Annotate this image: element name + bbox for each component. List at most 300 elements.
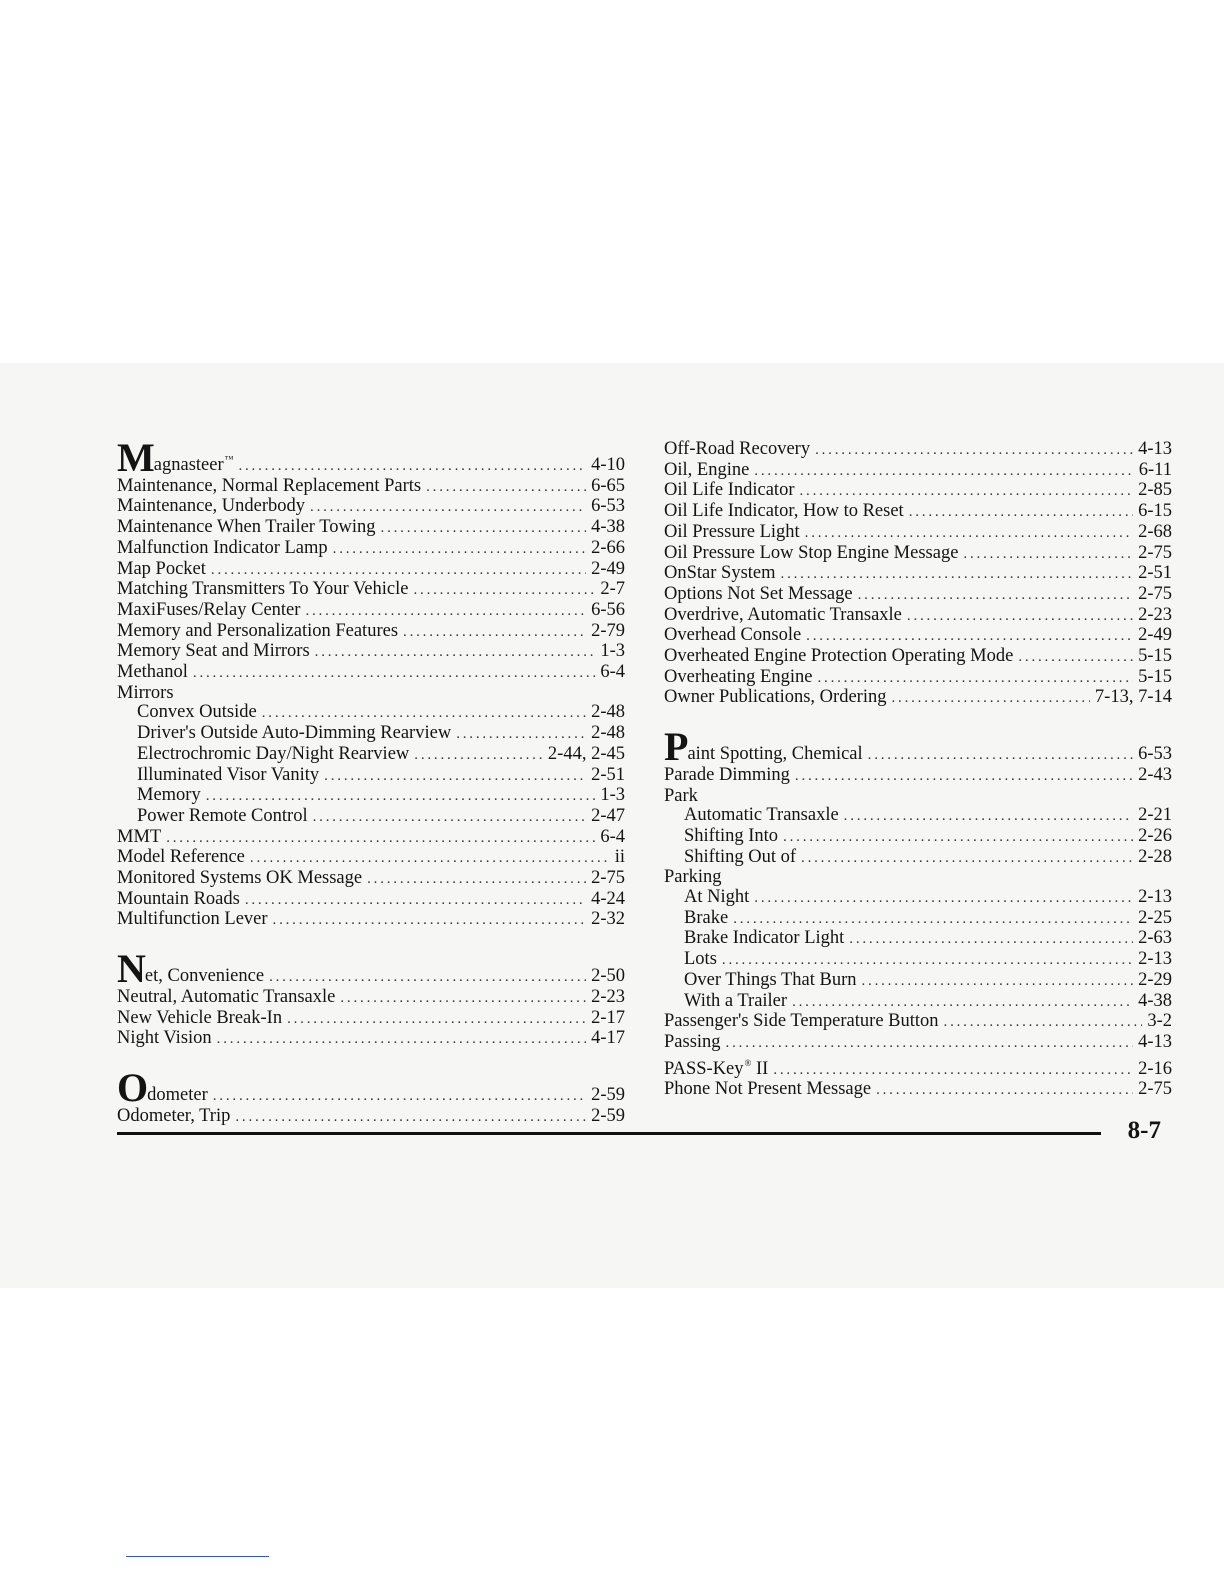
dot-leader: [861, 972, 1133, 992]
dot-leader: [235, 1108, 586, 1128]
index-entry: [664, 481, 1172, 502]
index-entry-page: 2-25: [1138, 907, 1172, 928]
index-entry-label: [664, 1012, 939, 1032]
dot-leader: [754, 889, 1133, 909]
index-entry-text: OnStar System: [664, 563, 776, 584]
index-entry-label: [137, 786, 201, 806]
dot-leader: [262, 704, 586, 724]
index-entry-page: 4-38: [1138, 990, 1172, 1011]
index-entry-text: Oil, Engine: [664, 459, 750, 480]
index-entry: [117, 663, 625, 684]
index-entry-label: [664, 688, 886, 708]
dot-leader: [799, 482, 1133, 502]
index-entry-label: [664, 1080, 871, 1100]
index-group-p: [664, 724, 1172, 1101]
dot-leader: [783, 828, 1133, 848]
index-entry-text: Electrochromic Day/Night Rearview: [137, 743, 410, 764]
index-entry-label: [684, 848, 796, 868]
index-entry: [117, 642, 625, 663]
index-entry: [117, 477, 625, 498]
index-entry-page: 2-68: [1138, 521, 1172, 542]
index-entry-label: [664, 440, 810, 460]
index-entry-page: 6-53: [591, 496, 625, 517]
index-entry-label: [684, 950, 717, 970]
index-entry-label: [117, 988, 335, 1008]
index-entry-page: ii: [614, 847, 625, 868]
index-entry-page: 2-17: [591, 1007, 625, 1028]
index-entry-page: 2-50: [591, 966, 625, 987]
index-entry-page: 2-85: [1138, 480, 1172, 501]
index-entry-text: Illuminated Visor Vanity: [137, 764, 320, 785]
index-entry: [664, 502, 1172, 523]
index-entry: [664, 544, 1172, 565]
index-entry-page: 5-15: [1138, 646, 1172, 667]
dot-leader: [909, 503, 1133, 523]
index-entry: [664, 827, 1172, 848]
index-entry-page: 2-26: [1138, 825, 1172, 846]
index-entry-label: [684, 929, 844, 949]
index-entry-page: 2-32: [591, 909, 625, 930]
dot-leader: [726, 1034, 1134, 1054]
index-entry: [664, 647, 1172, 668]
index-entry-text: Night Vision: [117, 1028, 212, 1049]
index-entry: [117, 703, 625, 724]
index-entry-text: Map Pocket: [117, 558, 206, 579]
index-entry-page: 2-29: [1138, 969, 1172, 990]
index-group-m: [117, 435, 625, 931]
index-entry: [664, 564, 1172, 585]
index-entry-text: Brake Indicator Light: [684, 928, 845, 949]
index-entry-page: 2-13: [1138, 887, 1172, 908]
index-entry-text: Memory and Personalization Features: [117, 620, 399, 641]
dot-leader: [213, 1087, 586, 1107]
index-entry-label: [117, 642, 310, 662]
index-entry-label: [117, 539, 328, 559]
index-entry: [664, 688, 1172, 709]
index-entry-page: 2-47: [591, 805, 625, 826]
index-entry-text: Oil Pressure Light: [664, 521, 800, 542]
index-entry-label: [664, 544, 958, 564]
index-entry: [117, 745, 625, 766]
index-entry: [117, 601, 625, 622]
index-entry: [117, 1029, 625, 1050]
dot-leader: [250, 849, 610, 869]
index-entry-label: [117, 622, 398, 642]
index-entry: [664, 606, 1172, 627]
dot-leader: [801, 849, 1133, 869]
index-entry-label: [684, 971, 856, 991]
index-entry-text: Options Not Set Message: [664, 583, 853, 604]
index-entry-page: 6-53: [1138, 744, 1172, 765]
index-entry-label: [117, 1009, 282, 1029]
index-entry: [117, 946, 625, 992]
index-entry-page: 6-65: [591, 475, 625, 496]
dot-leader: [217, 1030, 586, 1050]
dot-leader: [944, 1013, 1143, 1033]
index-entry: [117, 622, 625, 643]
index-entry-page: 2-28: [1138, 846, 1172, 867]
index-entry-label: [117, 518, 376, 538]
dot-leader: [273, 911, 587, 931]
index-entry-label: [664, 1033, 721, 1053]
index-entry: [664, 888, 1172, 909]
index-entry-text: Over Things That Burn: [684, 969, 857, 990]
index-entry: [664, 440, 1172, 461]
dot-leader: [211, 561, 586, 581]
index-entry: [664, 1033, 1172, 1054]
dot-leader: [849, 930, 1133, 950]
index-entry-page: 3-2: [1147, 1011, 1172, 1032]
dot-leader: [206, 787, 596, 807]
index-entry-page: 2-75: [1138, 1079, 1172, 1100]
index-entry-text: Matching Transmitters To Your Vehicle: [117, 579, 409, 600]
index-entry: [117, 497, 625, 518]
index-entry-text: Parking: [664, 867, 722, 888]
dot-leader: [166, 829, 595, 849]
index-entry-page: 2-75: [591, 868, 625, 889]
index-entry-label: [137, 724, 451, 744]
bottom-link-underline: [126, 1556, 269, 1557]
dot-leader: [381, 519, 587, 539]
dot-leader: [792, 993, 1133, 1013]
index-entry-text: Mirrors: [117, 682, 174, 703]
index-entry-text: Brake: [684, 907, 729, 928]
dot-leader: [340, 989, 586, 1009]
section-initial-letter: N: [117, 946, 145, 992]
index-entry-page: 1-3: [600, 785, 625, 806]
index-entry-page: 2-7: [600, 579, 625, 600]
index-entry-page: 6-11: [1138, 459, 1172, 480]
dot-leader: [876, 1081, 1133, 1101]
index-entry: [664, 992, 1172, 1013]
index-entry-text: Park: [664, 785, 698, 806]
index-entry-label: [664, 585, 853, 605]
index-entry-page: 2-75: [1138, 583, 1172, 604]
index-entry-page: 1-3: [600, 641, 625, 662]
index-entry: [117, 988, 625, 1009]
index-entry-label: [117, 560, 206, 580]
index-entry-text: MMT: [117, 826, 162, 847]
index-entry-text: Mountain Roads: [117, 888, 240, 909]
index-entry-text: aint Spotting, Chemical: [687, 744, 863, 765]
index-entry-page: 7-13, 7-14: [1094, 687, 1172, 708]
index-group-o: [117, 1064, 625, 1127]
index-entry-page: 2-59: [591, 1084, 625, 1105]
index-entry-label: [117, 946, 265, 992]
index-entry-label: [664, 461, 749, 481]
index-entry-page: 6-15: [1138, 501, 1172, 522]
index-entry-label: [664, 787, 698, 807]
index-entry-text: Odometer, Trip: [117, 1105, 231, 1126]
index-entry-label: [684, 888, 749, 908]
footer-rule: [117, 1132, 1101, 1135]
index-column-right: [664, 440, 1172, 1101]
index-entry-page: 2-79: [591, 620, 625, 641]
dot-leader: [333, 540, 586, 560]
index-group-cont: [664, 440, 1172, 709]
dot-leader: [868, 746, 1133, 766]
section-initial-letter: O: [117, 1064, 148, 1110]
dot-leader: [305, 602, 586, 622]
index-entry-text: New Vehicle Break-In: [117, 1007, 283, 1028]
index-entry-label: [117, 684, 174, 704]
index-entry-page: 2-48: [591, 723, 625, 744]
index-entry-text-suffix: II: [751, 1058, 769, 1079]
index-entry-label: [664, 502, 904, 522]
dot-leader: [193, 664, 595, 684]
index-entry: [117, 1064, 625, 1110]
index-entry-page: 4-10: [591, 455, 625, 475]
index-entry: [664, 585, 1172, 606]
index-entry-text: Malfunction Indicator Lamp: [117, 537, 328, 558]
index-entry-page: 2-66: [591, 537, 625, 558]
index-entry-page: 2-48: [591, 702, 625, 723]
index-entry: [664, 461, 1172, 482]
index-entry: [117, 910, 625, 931]
index-entry: [117, 560, 625, 581]
index-entry-label: [117, 828, 161, 848]
index-entry-page: 4-13: [1138, 439, 1172, 459]
index-entry: [664, 929, 1172, 950]
index-entry: [664, 950, 1172, 971]
index-entry-text: At Night: [684, 887, 750, 908]
index-entry-text: Maintenance When Trailer Towing: [117, 517, 376, 538]
index-entry-label: [117, 477, 421, 497]
index-entry-text: Model Reference: [117, 847, 245, 868]
index-entry-label: [117, 869, 362, 889]
index-entry: [117, 580, 625, 601]
index-entry: [117, 539, 625, 560]
index-entry-label: [117, 601, 300, 621]
index-entry: [117, 807, 625, 828]
index-entry: [117, 1107, 625, 1128]
dot-leader: [781, 565, 1134, 585]
index-entry: [664, 668, 1172, 689]
index-entry-page: 2-49: [591, 558, 625, 579]
dot-leader: [773, 1061, 1133, 1081]
index-entry: [664, 868, 1172, 888]
index-entry-page: 6-4: [600, 826, 625, 847]
index-entry-label: [664, 1054, 768, 1080]
dot-leader: [907, 607, 1133, 627]
index-entry-page: 6-4: [600, 662, 625, 683]
index-entry-text: Driver's Outside Auto-Dimming Rearview: [137, 723, 452, 744]
dot-leader: [238, 457, 586, 477]
index-entry-label: [117, 663, 188, 683]
index-entry-text: MaxiFuses/Relay Center: [117, 599, 301, 620]
index-entry-text: Lots: [684, 949, 717, 970]
index-entry-text: Power Remote Control: [137, 805, 308, 826]
index-entry: [117, 890, 625, 911]
index-entry-text: Maintenance, Normal Replacement Parts: [117, 475, 422, 496]
dot-leader: [1018, 648, 1133, 668]
dot-leader: [313, 808, 586, 828]
index-entry-label: [137, 807, 308, 827]
dot-leader: [315, 643, 596, 663]
dot-leader: [245, 891, 586, 911]
index-entry-label: [664, 481, 794, 501]
index-entry-text: Automatic Transaxle: [684, 805, 839, 826]
index-entry: [117, 435, 625, 480]
index-entry-label: [664, 564, 776, 584]
index-entry-label: [117, 1107, 230, 1127]
index-entry: [117, 869, 625, 890]
index-entry-text: Shifting Into: [684, 825, 779, 846]
index-entry-text: Maintenance, Underbody: [117, 496, 306, 517]
dot-leader: [795, 767, 1133, 787]
dot-leader: [287, 1010, 586, 1030]
index-entry-text: Passing: [664, 1031, 721, 1052]
index-group-n: [117, 946, 625, 1050]
index-entry-text: Overdrive, Automatic Transaxle: [664, 604, 902, 625]
dot-leader: [817, 669, 1133, 689]
index-entry: [664, 766, 1172, 787]
index-entry-page: 2-51: [591, 764, 625, 785]
dot-leader: [722, 951, 1133, 971]
index-entry: [117, 828, 625, 849]
index-entry-label: [684, 992, 787, 1012]
trademark-mark: ®: [744, 1057, 752, 1068]
index-entry-page: 2-23: [1138, 604, 1172, 625]
index-entry-label: [117, 1029, 212, 1049]
index-entry-label: [117, 435, 234, 480]
index-entry-label: [117, 580, 408, 600]
dot-leader: [324, 767, 586, 787]
index-entry: [117, 684, 625, 704]
index-entry: [664, 787, 1172, 807]
index-entry: [664, 806, 1172, 827]
index-entry-label: [117, 1064, 208, 1110]
index-entry-text: Memory Seat and Mirrors: [117, 641, 310, 662]
index-entry-text: Memory: [137, 785, 201, 806]
index-entry-text: Methanol: [117, 662, 188, 683]
index-entry: [664, 724, 1172, 770]
trademark-mark: ™: [224, 454, 234, 464]
index-entry-text: dometer: [147, 1084, 208, 1105]
index-entry: [664, 626, 1172, 647]
index-entry-page: 6-56: [591, 599, 625, 620]
index-entry-label: [664, 668, 812, 688]
index-entry-text: Neutral, Automatic Transaxle: [117, 986, 336, 1007]
index-entry-page: 2-13: [1138, 949, 1172, 970]
index-entry-text: Owner Publications, Ordering: [664, 687, 887, 708]
index-entry: [664, 1080, 1172, 1101]
dot-leader: [844, 807, 1133, 827]
dot-leader: [403, 623, 586, 643]
index-entry: [664, 1012, 1172, 1033]
index-entry-label: [117, 890, 240, 910]
index-entry-label: [664, 626, 801, 646]
dot-leader: [456, 725, 586, 745]
index-entry-page: 4-13: [1138, 1031, 1172, 1052]
index-entry-label: [117, 848, 245, 868]
index-entry-label: [664, 868, 722, 888]
index-entry-page: 2-23: [591, 986, 625, 1007]
index-entry-label: [117, 910, 268, 930]
index-entry-page: 2-49: [1138, 625, 1172, 646]
index-entry-page: 5-15: [1138, 666, 1172, 687]
index-entry: [117, 786, 625, 807]
index-entry-page: 2-21: [1138, 805, 1172, 826]
index-entry-label: [664, 766, 790, 786]
index-entry-text: agnasteer: [153, 455, 224, 475]
dot-leader: [805, 524, 1133, 544]
index-entry-text: et, Convenience: [144, 966, 265, 987]
index-entry-page: 4-38: [591, 517, 625, 538]
index-entry: [117, 518, 625, 539]
page-number: 8-7: [1127, 1117, 1161, 1144]
dot-leader: [414, 746, 543, 766]
index-entry-label: [664, 523, 800, 543]
index-entry: [117, 724, 625, 745]
index-entry-label: [684, 827, 778, 847]
index-entry-text: Overheating Engine: [664, 666, 813, 687]
index-entry-text: With a Trailer: [684, 990, 788, 1011]
index-entry-page: 4-24: [591, 888, 625, 909]
index-entry-text: Passenger's Side Temperature Button: [664, 1011, 939, 1032]
dot-leader: [891, 689, 1089, 709]
index-entry-text: Overheated Engine Protection Operating Mode: [664, 646, 1014, 667]
index-entry-text: Phone Not Present Message: [664, 1079, 872, 1100]
index-entry-text: Off-Road Recovery: [664, 439, 811, 459]
index-entry-text: PASS-Key: [664, 1058, 744, 1079]
index-entry: [117, 766, 625, 787]
index-entry-text: Convex Outside: [137, 702, 257, 723]
index-entry-label: [664, 724, 863, 770]
dot-leader: [858, 586, 1133, 606]
index-entry-text: Parade Dimming: [664, 764, 790, 785]
index-entry: [664, 971, 1172, 992]
index-entry-label: [137, 703, 257, 723]
index-entry-text: Monitored Systems OK Message: [117, 868, 363, 889]
index-entry-page: 2-75: [1138, 542, 1172, 563]
index-entry-text: Overhead Console: [664, 625, 802, 646]
index-entry-label: [664, 647, 1013, 667]
index-entry: [664, 909, 1172, 930]
index-entry-page: 2-59: [591, 1105, 625, 1126]
index-entry-label: [684, 806, 839, 826]
index-entry-label: [117, 497, 305, 517]
section-initial-letter: P: [664, 724, 688, 770]
index-entry-label: [137, 745, 409, 765]
dot-leader: [754, 462, 1133, 482]
dot-leader: [310, 498, 586, 518]
index-entry-page: 2-51: [1138, 563, 1172, 584]
index-entry: [117, 1009, 625, 1030]
index-entry-page: 2-63: [1138, 928, 1172, 949]
index-entry: [664, 523, 1172, 544]
index-column-left: [117, 435, 625, 1127]
index-entry: [664, 848, 1172, 869]
index-entry: [117, 848, 625, 869]
index-entry-label: [664, 606, 902, 626]
index-entry-text: Oil Life Indicator, How to Reset: [664, 501, 904, 522]
index-entry-text: Multifunction Lever: [117, 909, 268, 930]
index-entry: [664, 1054, 1172, 1081]
dot-leader: [806, 627, 1133, 647]
dot-leader: [367, 870, 586, 890]
index-entry-label: [684, 909, 728, 929]
dot-leader: [426, 478, 586, 498]
index-entry-page: 2-44, 2-45: [547, 743, 625, 764]
index-entry-text: Shifting Out of: [684, 846, 797, 867]
index-entry-page: 2-43: [1138, 764, 1172, 785]
dot-leader: [413, 581, 595, 601]
section-initial-letter: M: [117, 435, 154, 480]
dot-leader: [269, 968, 586, 988]
dot-leader: [733, 910, 1133, 930]
index-entry-text: Oil Pressure Low Stop Engine Message: [664, 542, 959, 563]
